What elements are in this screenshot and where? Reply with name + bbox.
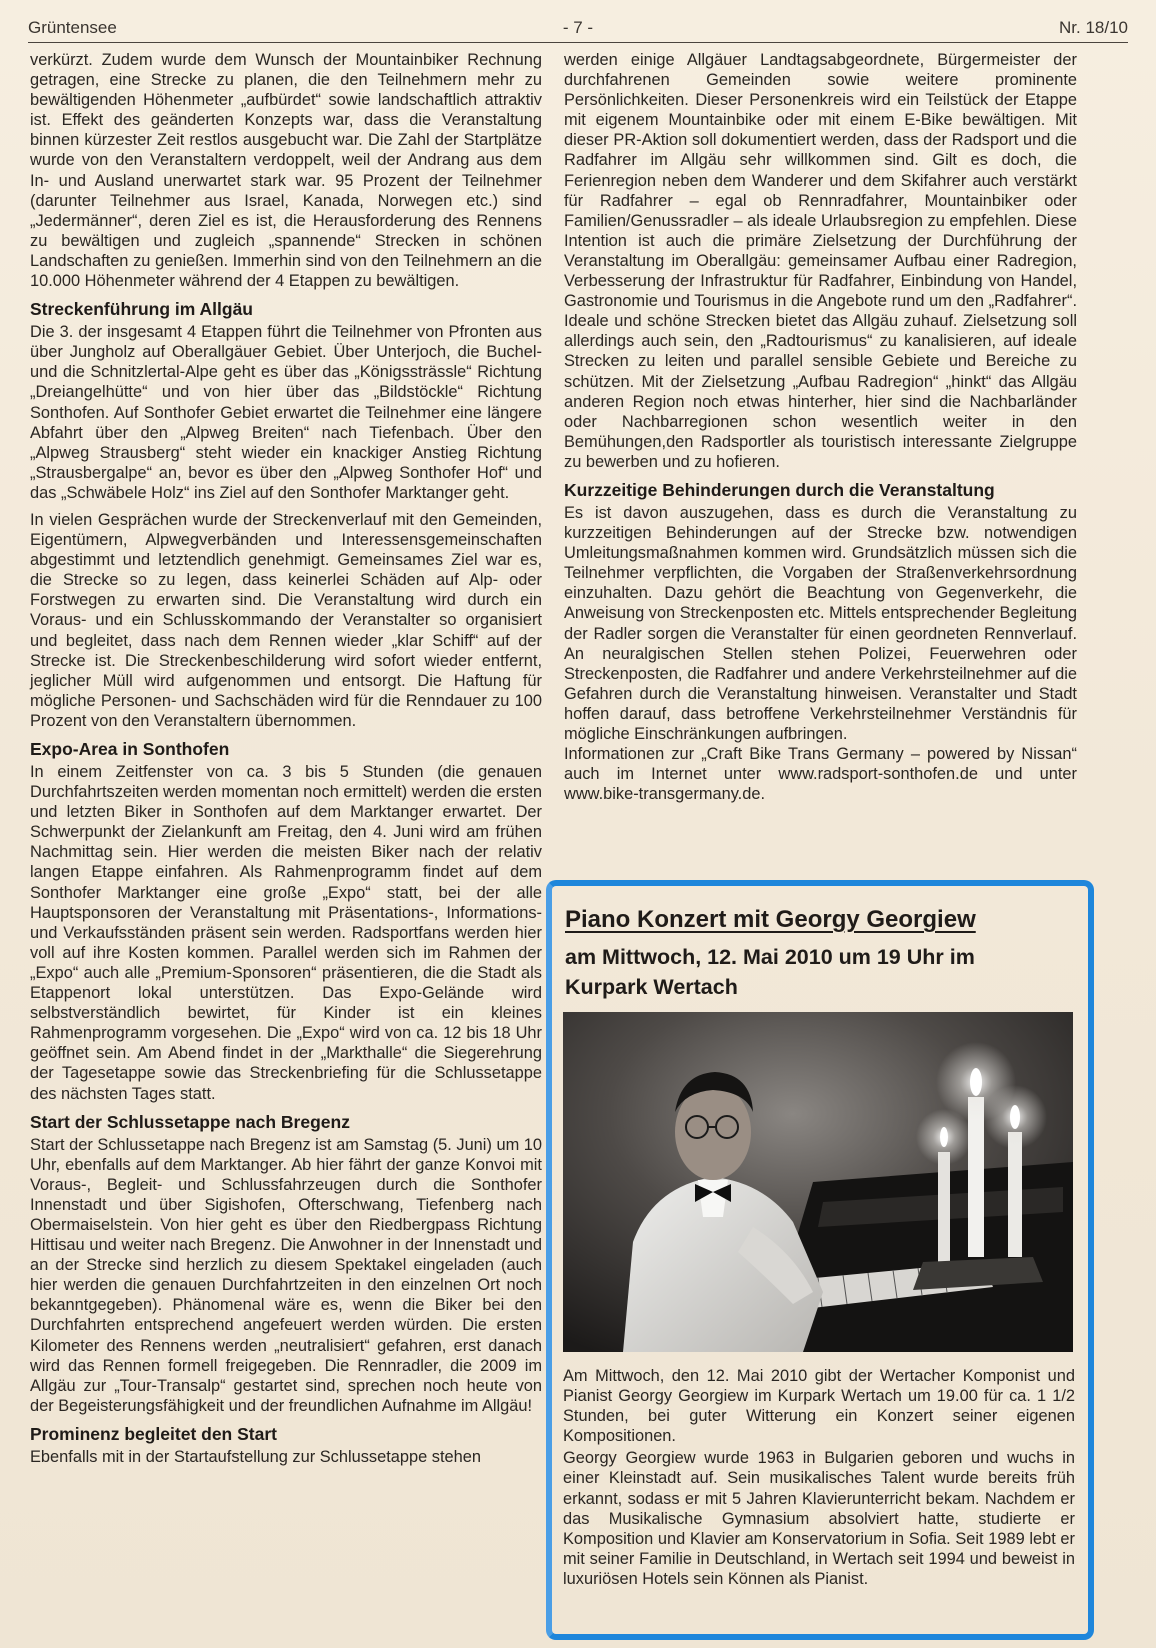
section-heading-streckenfuehrung: Streckenführung im Allgäu xyxy=(30,299,253,320)
pianist-photo-image xyxy=(563,1012,1073,1352)
section-heading-prominenz: Prominenz begleitet den Start xyxy=(30,1423,277,1444)
left-column xyxy=(30,50,542,1474)
info-text-mid: und unter xyxy=(977,765,1077,784)
concert-text xyxy=(563,1366,1075,1589)
page-header xyxy=(28,18,1128,42)
right-column xyxy=(564,50,1077,811)
link-radsport-sonthofen[interactable]: www.radsport-sonthofen.de xyxy=(778,765,978,784)
concert-subtitle: am Mittwoch, 12. Mai 2010 um 19 Uhr im Kurpark Wertach xyxy=(565,945,975,999)
concert-paragraph: Am Mittwoch, den 12. Mai 2010 gibt der Wertacher Komponist und Pianist Georgy Georgiew im Kurpark Wertach um 19.00 für ca. 1 1/2 Stunden, bei guter Witterung ein Konzert seiner eigenen Kompositionen. xyxy=(563,1367,1075,1446)
header-issue-number: Nr. 18/10 xyxy=(1059,18,1128,37)
article-paragraph: werden einige Allgäuer Landtagsabgeordnete, Bürgermeister der durchfahrenen Gemeinden sowie weitere prominente Persönlichkeiten. Dieser Personenkreis wird ein Teilstück der Etappe mit eigenem Mountainbike oder mit einem E-Bike bewältigen. Mit dieser PR-Aktion soll dokumentiert werden, dass der Radsport und die Radfahrer im Allgäu sehr willkommen sind. Gilt es doch, die Ferienregion neben dem Wanderer und dem Skifahrer auch verstärkt für Radfahrer – egal ob Rennradfahrer, Mountainbiker oder Familien/Genussradler – als ideale Urlaubsregion zu empfehlen. Diese Intention ist auch die primäre Zielsetzung der Durchführung der Veranstaltung im Oberallgäu: gemeinsamer Aufbau einer Radregion, Verbesserung der Infrastruktur für Radfahrer, Einbindung von Handel, Gastronomie und Tourismus in die Angebote rund um den „Radfahrer“. Ideale und schöne Strecken bietet das Allgäu zuhauf. Zielsetzung soll allerdings auch sein, den „Radtourismus“ zu kanalisieren, auf ideale Strecken zu leiten und parallel sensible Gebiete und Bereiche zu schützen. Mit der Zielsetzung „Aufbau Radregion“ „hinkt“ das Allgäu anderen Region noch etwas hinterher, hier sind die Nachbarländer oder Nachbarregionen schon wesentlich weiter in den Bemühungen,den Radsportler als touristisch interessante Zielgruppe zu bewerben und zu hofieren. xyxy=(564,51,1077,471)
article-paragraph: Start der Schlussetappe nach Bregenz ist am Samstag (5. Juni) um 10 Uhr, ebenfalls auf dem Marktanger. Ab hier fährt der ganze Konvoi mit Voraus-, Begleit- und Schlussfahrzeugen durch die Sonthofer Innenstadt und über Sigishofen, Ofterschwang, Tiefenberg nach Obermaiselstein. Von hier geht es über den Riedbergpass Richtung Hittisau und weiter nach Bregenz. Die Anwohner in der Innenstadt und an der Strecke sind herzlich zu diesem Spektakel eingeladen (auch hier werden die genauen Durchfahrtzeiten in den einzelnen Ort noch bekanntgegeben). Phänomenal wäre es, wenn die Biker bei den Durchfahrten entsprechend angefeuert werden würden. Die ersten Kilometer des Rennens werden „neutralisiert“ gefahren, erst danach wird das Rennen formell freigegeben. Die Rennradler, die 2009 im Allgäu zur „Tour-Transalp“ gestartet sind, sprechen noch heute von der Begeisterungsfähigkeit und der freundlichen Aufnahme im Allgäu! xyxy=(30,1135,543,1415)
section-heading-expo-area: Expo-Area in Sonthofen xyxy=(30,739,230,759)
article-paragraph: Die 3. der insgesamt 4 Etappen führt die Teilnehmer von Pfronten aus über Jungholz auf Oberallgäuer Gebiet. Über Unterjoch, die Buchel- und die Schnitzlertal-Alpe geht es über das „Königssträssle“ Richtung „Dreiangelhütte“ und von hier über das „Bildstöckle“ Richtung Sonthofen. Auf Sonthofer Gebiet erwartet die Teilnehmer eine längere Abfahrt über den „Alpweg Breiten“ nach Tiefenbach. Über den „Alpweg Strausberg“ steht wieder ein knackiger Anstieg Richtung „Strausbergalpe“ an, bevor es über den „Alpweg Sonthofer Hof“ und das „Schwäbele Holz“ ins Ziel auf den Sonthofer Marktanger geht. xyxy=(30,323,542,502)
article-paragraph: verkürzt. Zudem wurde dem Wunsch der Mountainbiker Rechnung getragen, eine Strecke zu planen, die den Teilnehmern mehr zu bewältigenden Höhenmeter „aufbürdet“ sowie landschaftlich attraktiv ist. Effekt des geänderten Konzepts war, dass die Veranstaltung binnen kürzester Zeit restlos ausgebucht war. Die Zahl der Startplätze wurde von den Veranstaltern verdoppelt, weil der Andrang aus dem In- und Ausland unerwartet stark war. 95 Prozent der Teilnehmer (darunter Teilnehmer aus Israel, Kanada, Norwegen etc.) sind „Jedermänner“, deren Ziel es ist, die Herausforderung des Rennens zu bewältigen und zugleich „spannende“ Strecken in schönen Landschaften zu genießen. Immerhin sind von den Teilnehmern an die 10.000 Höhenmeter während der 4 Etappen zu bewältigen. xyxy=(30,51,542,291)
header-divider xyxy=(28,42,1128,43)
pianist-photo xyxy=(563,1012,1073,1352)
article-paragraph: In einem Zeitfenster von ca. 3 bis 5 Stunden (die genauen Durchfahrtszeiten werden momentan noch ermittelt) werden die ersten und letzten Biker in Sonthofen auf dem Marktanger erwartet. Der Schwerpunkt der Zielankunft am Freitag, den 4. Juni wird am frühen Nachmittag sein. Hier werden die meisten Biker nach der relativ langen Etappe einfahren. Als Rahmenprogramm findet auf dem Sonthofer Marktanger eine große „Expo“ statt, bei der alle Hauptsponsoren der Veranstaltung mit Präsentations-, Informations- und Verkaufsständen präsent sein werden. Radsportfans werden hier voll auf ihre Kosten kommen. Parallel werden sich im Rahmen der „Expo“ auch alle „Premium-Sponsoren“ präsentieren, die die Stadt als Etappenort lokal unterstützen. Das Expo-Gelände wird selbstverständlich bewirtet, für Kinder ist ein kleines Rahmenprogramm vorgesehen. Die „Expo“ wird von ca. 12 bis 18 Uhr geöffnet sein. Am Abend findet in der „Markthalle“ die Siegerehrung der Tagesetappe sowie das Streckenbriefing für die Schlussetappe des nächsten Tages statt. xyxy=(30,763,542,1103)
concert-paragraph: Georgy Georgiew wurde 1963 in Bulgarien geboren und wuchs in einer Kleinstadt auf. Sein musikalisches Talent wurde bereits früh erkannt, sodass er mit 5 Jahren Klavierunterricht bekam. Nachdem er das Musikalische Gymnasium absolviert hatte, studierte er Komposition und Klavier am Konservatorium in Sofia. Seit 1989 lebt er mit seiner Familie in Deutschland, in Wertach seit 1994 und beweist in luxuriösen Hotels sein Können als Pianist. xyxy=(563,1449,1075,1588)
info-paragraph xyxy=(564,744,1077,804)
concert-title: Piano Konzert mit Georgy Georgiew xyxy=(565,906,976,933)
article-paragraph: Es ist davon auszugehen, dass es durch die Veranstaltung zu kurzzeitigen Behinderungen auf der Strecke bzw. notwendigen Umleitungsmaßnahmen kommen wird. Grundsätzlich müssen sich die Teilnehmer verpflichten, die Vorgaben der Straßenverkehrsordnung einzuhalten. Dazu gehört die Beachtung von Gegenverkehr, die Anweisung von Streckenposten etc. Mittels entsprechender Begleitung der Radler sorgen die Veranstalter für einen geordneten Rennverlauf. An neuralgischen Stellen stehen Polizei, Feuerwehren oder Streckenposten, die Radfahrer und andere Verkehrsteilnehmer auf die Gefahren durch die Veranstaltung hinweisen. Veranstalter und Stadt hoffen darauf, dass betroffene Verkehrsteilnehmer Verständnis für mögliche Einschränkungen aufbringen. xyxy=(564,503,1077,743)
section-heading-schlussetappe: Start der Schlussetappe nach Bregenz xyxy=(30,1111,350,1132)
info-text-prefix: Informationen zur „Craft Bike Trans Germany – powered by Nissan“ auch im Internet unter xyxy=(564,745,1077,784)
section-heading-behinderungen: Kurzzeitige Behinderungen durch die Veranstaltung xyxy=(564,479,995,500)
info-text-suffix: . xyxy=(760,785,766,804)
header-publication: Grüntensee xyxy=(28,18,117,37)
article-paragraph: Ebenfalls mit in der Startaufstellung zur Schlussetappe stehen xyxy=(30,1447,481,1466)
concert-box xyxy=(563,900,1075,1591)
header-page-number: - 7 - xyxy=(562,18,594,37)
link-bike-transgermany[interactable]: www.bike-transgermany.de xyxy=(564,785,761,804)
article-paragraph: In vielen Gesprächen wurde der Streckenverlauf mit den Gemeinden, Eigentümern, Alpwegverbänden und Interessensgemeinschaften abgestimmt und letztendlich genehmigt. Gemeinsames Ziel war es, die Strecke so zu legen, dass keinerlei Schäden auf Alp- oder Forstwegen zu erwarten sind. Die Veranstaltung wird durch ein Voraus- und ein Schlusskommando der Veranstalter so organisiert und begleitet, dass nach dem Rennen wieder „klar Schiff“ auf der Strecke ist. Die Streckenbeschilderung wird sofort wieder entfernt, jeglicher Müll wird aufgenommen und entsorgt. Die Haftung für mögliche Personen- und Sachschäden wird für die Renndauer zu 100 Prozent von den Veranstaltern übernommen. xyxy=(30,510,542,730)
